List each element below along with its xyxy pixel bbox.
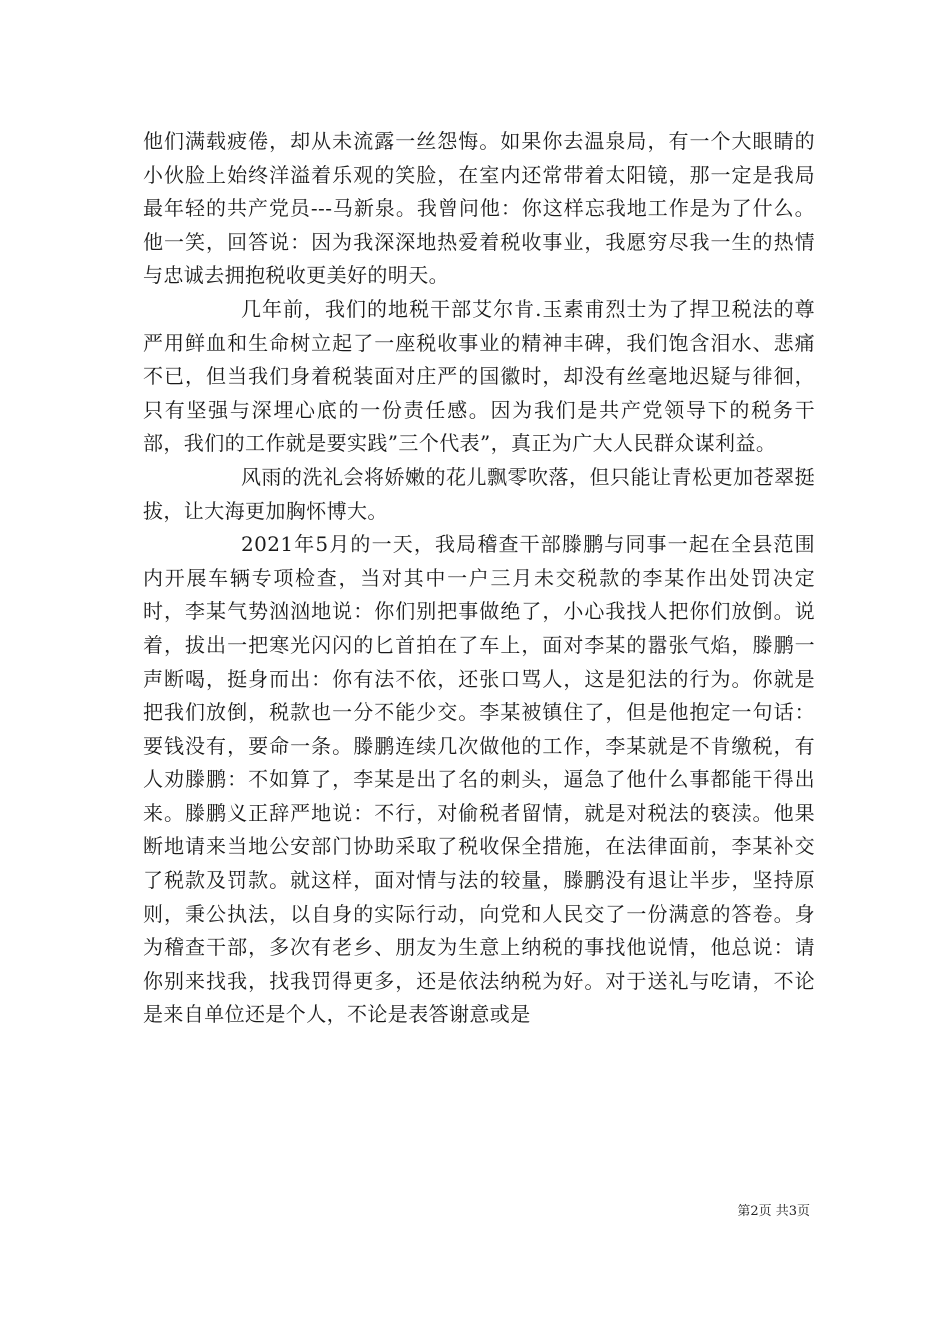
paragraph-inspection: 2021年5月的一天，我局稽查干部滕鹏与同事一起在全县范围内开展车辆专项检查，当对其中一户三月未交税款的李某作出处罚决定时，李某气势汹汹地说：你们别把事做绝了，小心我找人把你们放倒。说着，拔出一把寒光闪闪的匕首拍在了车上，面对李某的嚣张气焰，滕鹏一声断喝，挺身而出：你有法不依，还张口骂人，这是犯法的行为。你就是把我们放倒，税款也一分不能少交。李某被镇住了，但是他抱定一句话：要钱没有，要命一条。滕鹏连续几次做他的工作，李某就是不肯缴税，有人劝滕鹏：不如算了，李某是出了名的刺头，逼急了他什么事都能干得出来。滕鹏义正辞严地说：不行，对偷税者留情，就是对税法的亵渎。他果断地请来当地公安部门协助采取了税收保全措施，在法律面前，李某补交了税款及罚款。就这样，面对情与法的较量，滕鹏没有退让半步，坚持原则，秉公执法，以自身的实际行动，向党和人民交了一份满意的答卷。身为稽查干部，多次有老乡、朋友为生意上纳税的事找他说情，他总说：请你别来找我，找我罚得更多，还是依法纳税为好。对于送礼与吃请，不论是来自单位还是个人，不论是表答谢意或是 bbox=[143, 532, 815, 1027]
body-text bbox=[143, 125, 815, 1032]
paragraph-storm: 风雨的洗礼会将娇嫩的花儿飘零吹落，但只能让青松更加苍翠挺拔，让大海更加胸怀博大。 bbox=[143, 464, 815, 523]
paragraph-martyr: 几年前，我们的地税干部艾尔肯.玉素甫烈士为了捍卫税法的尊严用鲜血和生命树立起了一座税收事业的精神丰碑，我们饱含泪水、悲痛不已，但当我们身着税装面对庄严的国徽时，却没有丝毫地迟疑与徘徊，只有坚强与深埋心底的一份责任感。因为我们是共产党领导下的税务干部，我们的工作就是要实践”三个代表”，真正为广大人民群众谋利益。 bbox=[143, 296, 815, 456]
page-number: 第2页 共3页 bbox=[737, 1204, 810, 1219]
paragraph-continued: 他们满载疲倦，却从未流露一丝怨悔。如果你去温泉局，有一个大眼睛的小伙脸上始终洋溢着乐观的笑脸，在室内还常带着太阳镜，那一定是我局最年轻的共产党员---马新泉。我曾问他：你这样忘我地工作是为了什么。他一笑，回答说：因为我深深地热爱着税收事业，我愿穷尽我一生的热情与忠诚去拥抱税收更美好的明天。 bbox=[143, 129, 815, 288]
